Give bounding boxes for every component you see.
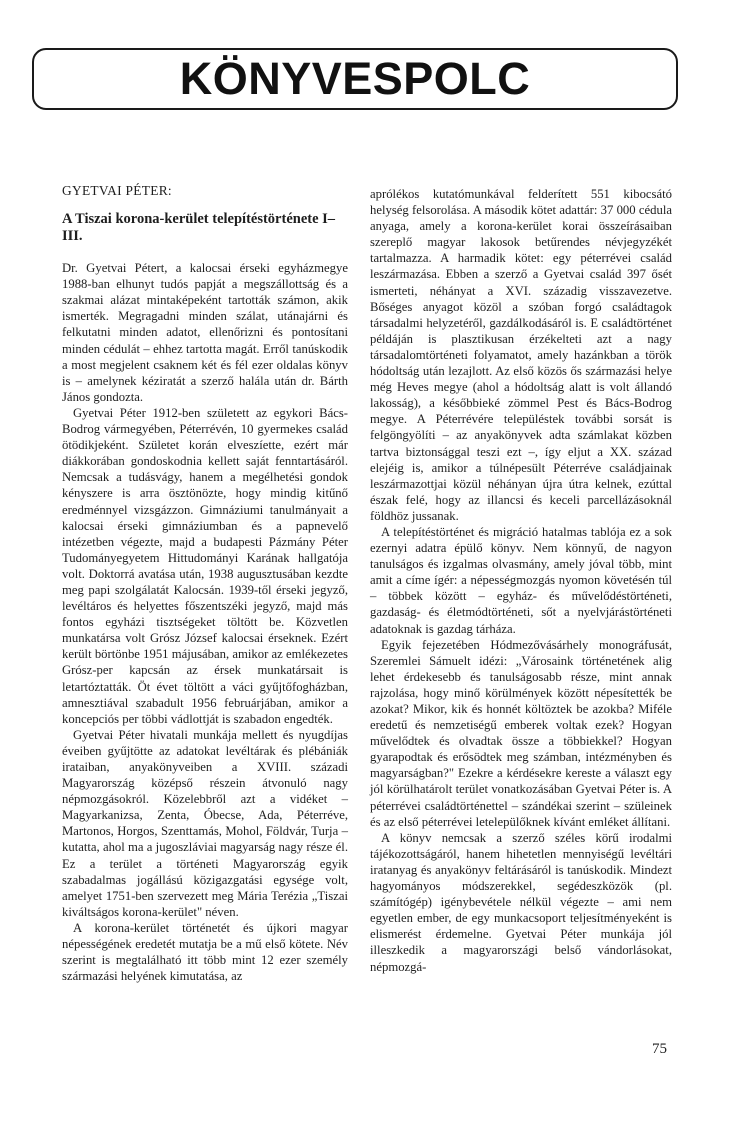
left-column <box>62 183 348 984</box>
left-paragraph: Gyetvai Péter 1912-ben született az egykori Bács-Bodrog vármegyében, Péterrévén, 10 gyermekes család ötödikjeként. Születet korán elveszíette, ezért már diákkorában gondoskodnia kellett saját fenntartásáról. Nemcsak a tudásvágy, hanem a megélhetési gondok kényszere is arra ösztönözte, hogy mindig kitűnő eredménnyel vizsgázzon. Gimnáziumi tanulmányait a kalocsai érseki gimnáziumban és a papnevelő intézetben végezte, majd a budapesti Pázmány Péter Tudományegyetem Hittudományi Karának hallgatója volt. Doktorrá avatása után, 1938 augusztusában kezdte meg papi szolgálatát Kalocsán. 1939-től érseki jegyző, levéltáros és helyettes főszentszéki jegyző, majd más fontos egyházi tisztségeket töltött be. Közvetlen munkatársa volt Grósz József kalocsai érseknek. Ezért került börtönbe 1951 májusában, amikor az emlékezetes Grósz-per kapcsán az érsek munkatársait is letartóztatták. Öt évet töltött a váci gyűjtőfogházban, amnesztiával szabadult 1956 februárjában, amikor a koncepciós per többi vádlottját is szabadon engedték. <box>62 405 348 726</box>
right-paragraph: aprólékos kutatómunkával felderített 551 kibocsátó helység felsorolása. A második kötet adattár: 37 000 cédula anyaga, amely a korona-kerület korai összeírásaiban szereplő magyar lakosok betűrendes névjegyzékét tartalmazza. A harmadik kötet: egy péterrévei család leszármazása. Ebben a szerző a Gyetvai család 397 ősét ismerteti, néhányat a XVI. századig visszavezetve. Bőséges anyagot közöl a szóban forgó családtagok társadalmi helyzetéről, gazdálkodásáról is. E családtörténet példáján is plasztikusan érzékelteti azt a nagy társadalomtörténeti folyamatot, amely hazánkban a török hódoltság után lezajlott. Az első közös ős származási helye még Heves megye (ahol a hódoltság alatt is volt állandó lakosság), a későbbieké zömmel Pest és Bács-Bodrog megye. A Péterrévére településtek további sorsát is felgöngyölíti – az anyakönyvek adta számlakat közben tartva biztonsággal teszi ezt –, így eljut a XX. század elejéig is, amikor a túlnépesült Péterréve családjainak leszármazottjai közül néhányan újra útra kelnek, ezúttal észak felé, hogy az illancsi és keceli parcellázásoknál földhöz jussanak. <box>370 187 672 523</box>
left-paragraph: A korona-kerület történetét és újkori magyar népességének eredetét mutatja be a mű első kötete. Név szerint is megtalálható itt több mint 12 ezer személy származási helyének kimutatása, az <box>62 920 348 984</box>
book-author: GYETVAI PÉTER: <box>62 183 172 198</box>
book-title: A Tiszai korona-kerület telepítéstörténete I–III. <box>62 211 336 245</box>
right-column <box>370 186 672 975</box>
left-paragraph: Gyetvai Péter hivatali munkája mellett és nyugdíjas éveiben gyűjtötte az adatokat levéltárak és plébániák irataiban, anyakönyveiben a XVIII. századi Magyarország középső részein átvonuló nagy népmozgásokról. Közelebbről azt a vidéket – Magyarkanizsa, Zenta, Óbecse, Ada, Péterréve, Martonos, Horgos, Szenttamás, Mohol, Földvár, Turja – kutatta, ahol ma a jugoszláviai magyarság nagy része él. Ez a terület a történeti Magyarország egyik szabadalmas jogállású közigazgatási egysége volt, amelyet 1751-ben szervezett meg Mária Terézia „Tiszai kiváltságos korona-kerület" néven. <box>62 727 348 919</box>
left-paragraph: Dr. Gyetvai Pétert, a kalocsai érseki egyházmegye 1988-ban elhunyt tudós papját a megszállottság és a szakmai alázat mintaképeként tartották számon, akik ismerték. Megragadni minden szálat, utánajárni és felkutatni minden adatot, ellenőrizni és pontosítani minden cédulát – ehhez tartotta magát. Erről tanúskodik a most megjelent csaknem két és fél ezer oldalas könyv is – amelynek kéziratát a szerző halála után dr. Bárth János gondozta. <box>62 261 348 404</box>
section-banner <box>32 48 678 110</box>
page-number: 75 <box>652 1041 667 1057</box>
right-paragraph: A telepítéstörténet és migráció hatalmas tablója ez a sok ezernyi adatra épülő könyv. Nem könnyű, de nagyon tanulságos és izgalmas olvasmány, amely jóval több, mint amit a címe ígér: a népességmozgás nyomon követésén túl – többek között – egyház- és művelődéstörténeti, gazdaság- és életmódtörténeti, sőt a nyelvjárástörténeti adatoknak is gazdag tárháza. <box>370 524 672 636</box>
right-paragraph: Egyik fejezetében Hódmezővásárhely monográfusát, Szeremlei Sámuelt idézi: „Városaink történetének alig lehet érdekesebb és tanulságosabb része, mint annak rajzolása, hogy minő körülmények között népesítették be azokat? Mikor, kik és honnét költöztek be azokba? Miféle eredetű és nemzetiségű emberek voltak ezek? Hogyan művelődtek és olvadtak össze a többiekkel? Hogyan gyarapodtak és erősödtek meg számban, intézményben és magyarságban?" Ezekre a kérdésekre kereste a választ egy jól körülhatárolt terület vonatkozásában Gyetvai Péter is. A péterrévei családtörténettel – szándékai szerint – szüleinek és az első péterrévei letelepülőknek kívánt emléket állítani. <box>370 637 672 829</box>
right-paragraph: A könyv nemcsak a szerző széles körű irodalmi tájékozottságáról, hanem hihetetlen mennyiségű levéltári iratanyag és anyakönyv feltárásáról is tanúskodik. Mindezt hagyományos módszerekkel, segédeszközök (pl. számítógép) igénybevétele nélkül végezte – ami nem egyetlen ember, de egy munkacsoport teljesítményeként is elismerést érdemelne. Gyetvai Péter munkája jól illeszkedik a magyarországi belső vándorlásokat, népmozgá- <box>370 830 672 974</box>
section-title: KÖNYVESPOLC <box>179 53 531 104</box>
